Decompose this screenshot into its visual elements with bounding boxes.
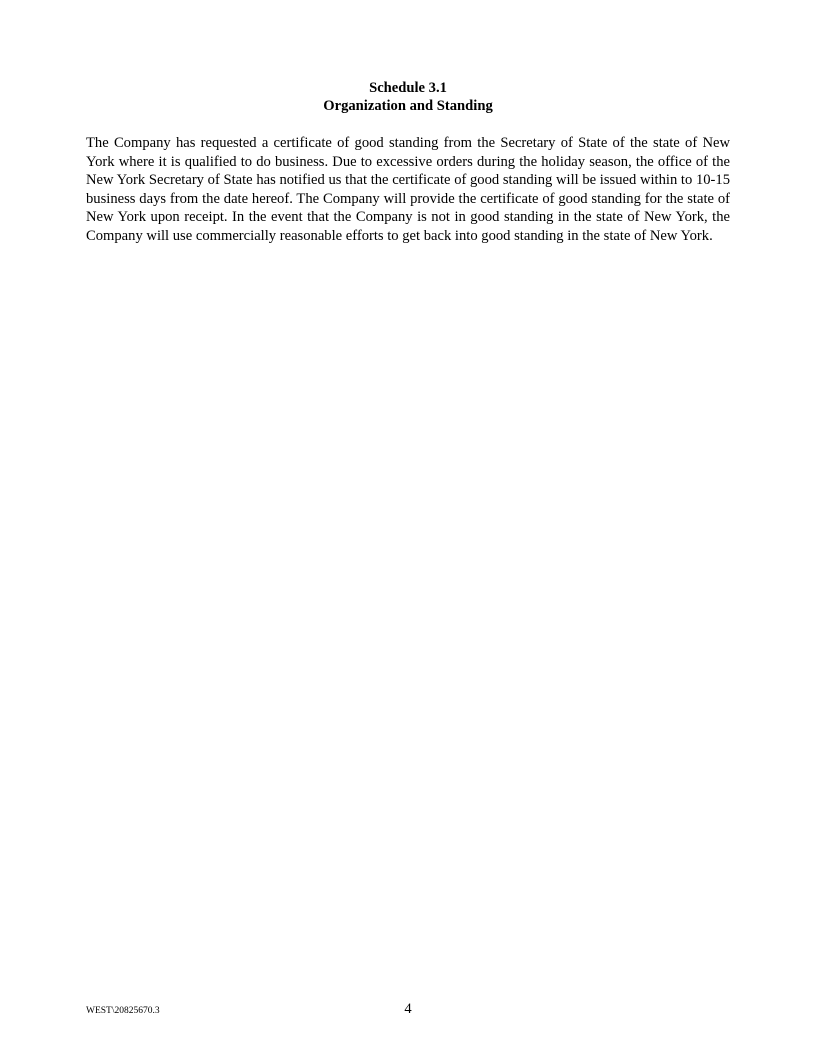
footer-document-id: WEST\20825670.3 [86,1006,160,1016]
schedule-subtitle: Organization and Standing [323,98,493,114]
body-paragraph: The Company has requested a certificate of good standing from the Secretary of State of the state of New York where it is qualified to do business. Due to excessive orders during the holiday season, the office of the New York Secretary of State has notified us that the certificate of good standing will be issued within to 10-15 business days from the date hereof. The Company will provide the certificate of good standing for the state of New York upon receipt. In the event that the Company is not in good standing in the state of New York, the Company will use commercially reasonable efforts to get back into good standing in the state of New York. [86,135,730,244]
schedule-title: Schedule 3.1 [369,80,447,96]
page-number: 4 [404,1001,412,1017]
